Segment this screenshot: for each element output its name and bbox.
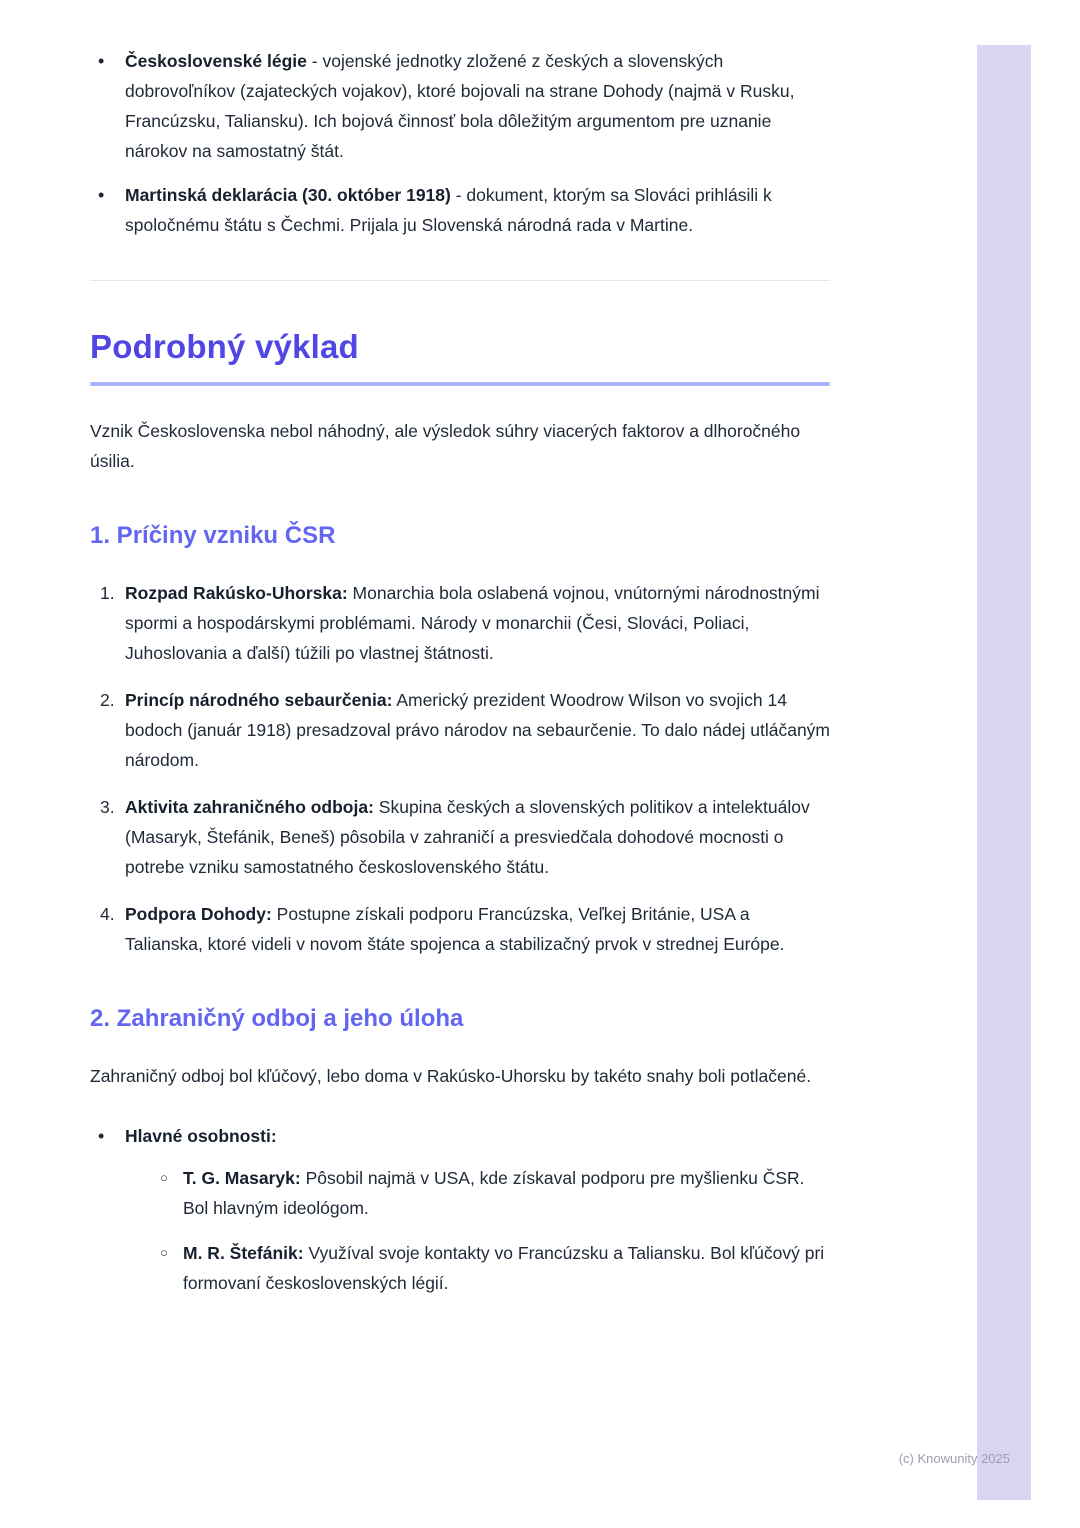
numbered-item — [90, 578, 830, 668]
person-name: M. R. Štefánik: — [183, 1243, 304, 1263]
section-heading-1: 1. Príčiny vzniku ČSR — [90, 522, 336, 549]
bullet-icon: • — [98, 1126, 105, 1146]
item-number: 2. — [100, 690, 115, 710]
section2-paragraph: Zahraničný odboj bol kľúčový, lebo doma v Rakúsko-Uhorsku by takéto snahy boli potlačené. — [90, 1066, 812, 1086]
definition-body: - vojenské jednotky zložené z českých a slovenských dobrovoľníkov (zajateckých vojakov), ktoré bojovali na strane Dohody (najmä v Rusku, Francúzsku, Taliansku). Ich bojová činnosť bola dôležitým argumentom pre uznanie nárokov na samostatný štát. — [125, 51, 795, 161]
item-number: 1. — [100, 583, 115, 603]
item-body: Skupina českých a slovenských politikov a intelektuálov (Masaryk, Štefánik, Beneš) pôsobila v zahraničí a presviedčala dohodové mocnosti o potrebe vzniku samostatného československého štátu. — [125, 797, 810, 877]
personalities-list — [90, 1121, 830, 1313]
title-underline-bar — [90, 382, 830, 386]
person-name: T. G. Masaryk: — [183, 1168, 301, 1188]
definition-text — [125, 46, 830, 166]
item-term: Aktivita zahraničného odboja: — [125, 797, 374, 817]
document-content — [90, 0, 830, 1313]
bullet-icon: • — [98, 51, 105, 71]
item-term: Princíp národného sebaurčenia: — [125, 690, 393, 710]
item-term: Rozpad Rakúsko-Uhorska: — [125, 583, 348, 603]
causes-numbered-list — [90, 578, 830, 959]
circle-bullet-icon: ○ — [160, 1245, 168, 1260]
person-description: Pôsobil najmä v USA, kde získaval podporu pre myšlienku ČSR. Bol hlavným ideológom. — [183, 1168, 805, 1218]
person-description: Využíval svoje kontakty vo Francúzsku a Taliansku. Bol kľúčový pri formovaní československých légií. — [183, 1243, 825, 1293]
list-item — [90, 180, 830, 240]
definition-text — [125, 180, 830, 240]
item-text — [125, 578, 830, 668]
item-text — [125, 792, 830, 882]
definition-term: Martinská deklarácia (30. október 1918) — [125, 185, 451, 205]
definition-term: Československé légie — [125, 51, 307, 71]
personalities-sublist — [160, 1163, 830, 1298]
sub-item-text — [183, 1238, 830, 1298]
definition-body: - dokument, ktorým sa Slováci prihlásili k spoločnému štátu s Čechmi. Prijala ju Slovenská národná rada v Martine. — [125, 185, 772, 235]
item-body: Monarchia bola oslabená vojnou, vnútornými národnostnými spormi a hospodárskymi problémami. Národy v monarchii (Česi, Slováci, Poliaci, Juhoslovania a ďalší) túžili po vlastnej štátnosti. — [125, 583, 820, 663]
list-item — [90, 46, 830, 166]
section-divider — [90, 280, 830, 281]
sub-list-item — [160, 1238, 830, 1298]
item-number: 4. — [100, 904, 115, 924]
numbered-item — [90, 899, 830, 959]
item-number: 3. — [100, 797, 115, 817]
item-text — [125, 685, 830, 775]
sub-item-text — [183, 1163, 830, 1223]
item-term: Podpora Dohody: — [125, 904, 272, 924]
numbered-item — [90, 685, 830, 775]
numbered-item — [90, 792, 830, 882]
bullet-icon: • — [98, 185, 105, 205]
list-item-text — [125, 1121, 830, 1313]
sub-list-item — [160, 1163, 830, 1223]
definitions-list — [90, 46, 830, 240]
page-title: Podrobný výklad — [90, 328, 359, 365]
personalities-label: Hlavné osobnosti: — [125, 1126, 277, 1146]
section-heading-2: 2. Zahraničný odboj a jeho úloha — [90, 1005, 464, 1032]
circle-bullet-icon: ○ — [160, 1170, 168, 1185]
intro-paragraph: Vznik Československa nebol náhodný, ale výsledok súhry viacerých faktorov a dlhoročného úsilia. — [90, 421, 801, 471]
item-text — [125, 899, 830, 959]
item-body: Americký prezident Woodrow Wilson vo svojich 14 bodoch (január 1918) presadzoval právo národov na sebaurčenie. To dalo nádej utláčaným národom. — [125, 690, 831, 770]
list-item — [90, 1121, 830, 1313]
right-margin-strip — [977, 45, 1031, 1500]
copyright-credit: (c) Knowunity 2025 — [898, 1451, 1010, 1466]
item-body: Postupne získali podporu Francúzska, Veľkej Británie, USA a Talianska, ktoré videli v novom štáte spojenca a stabilizačný prvok v strednej Európe. — [125, 904, 785, 954]
